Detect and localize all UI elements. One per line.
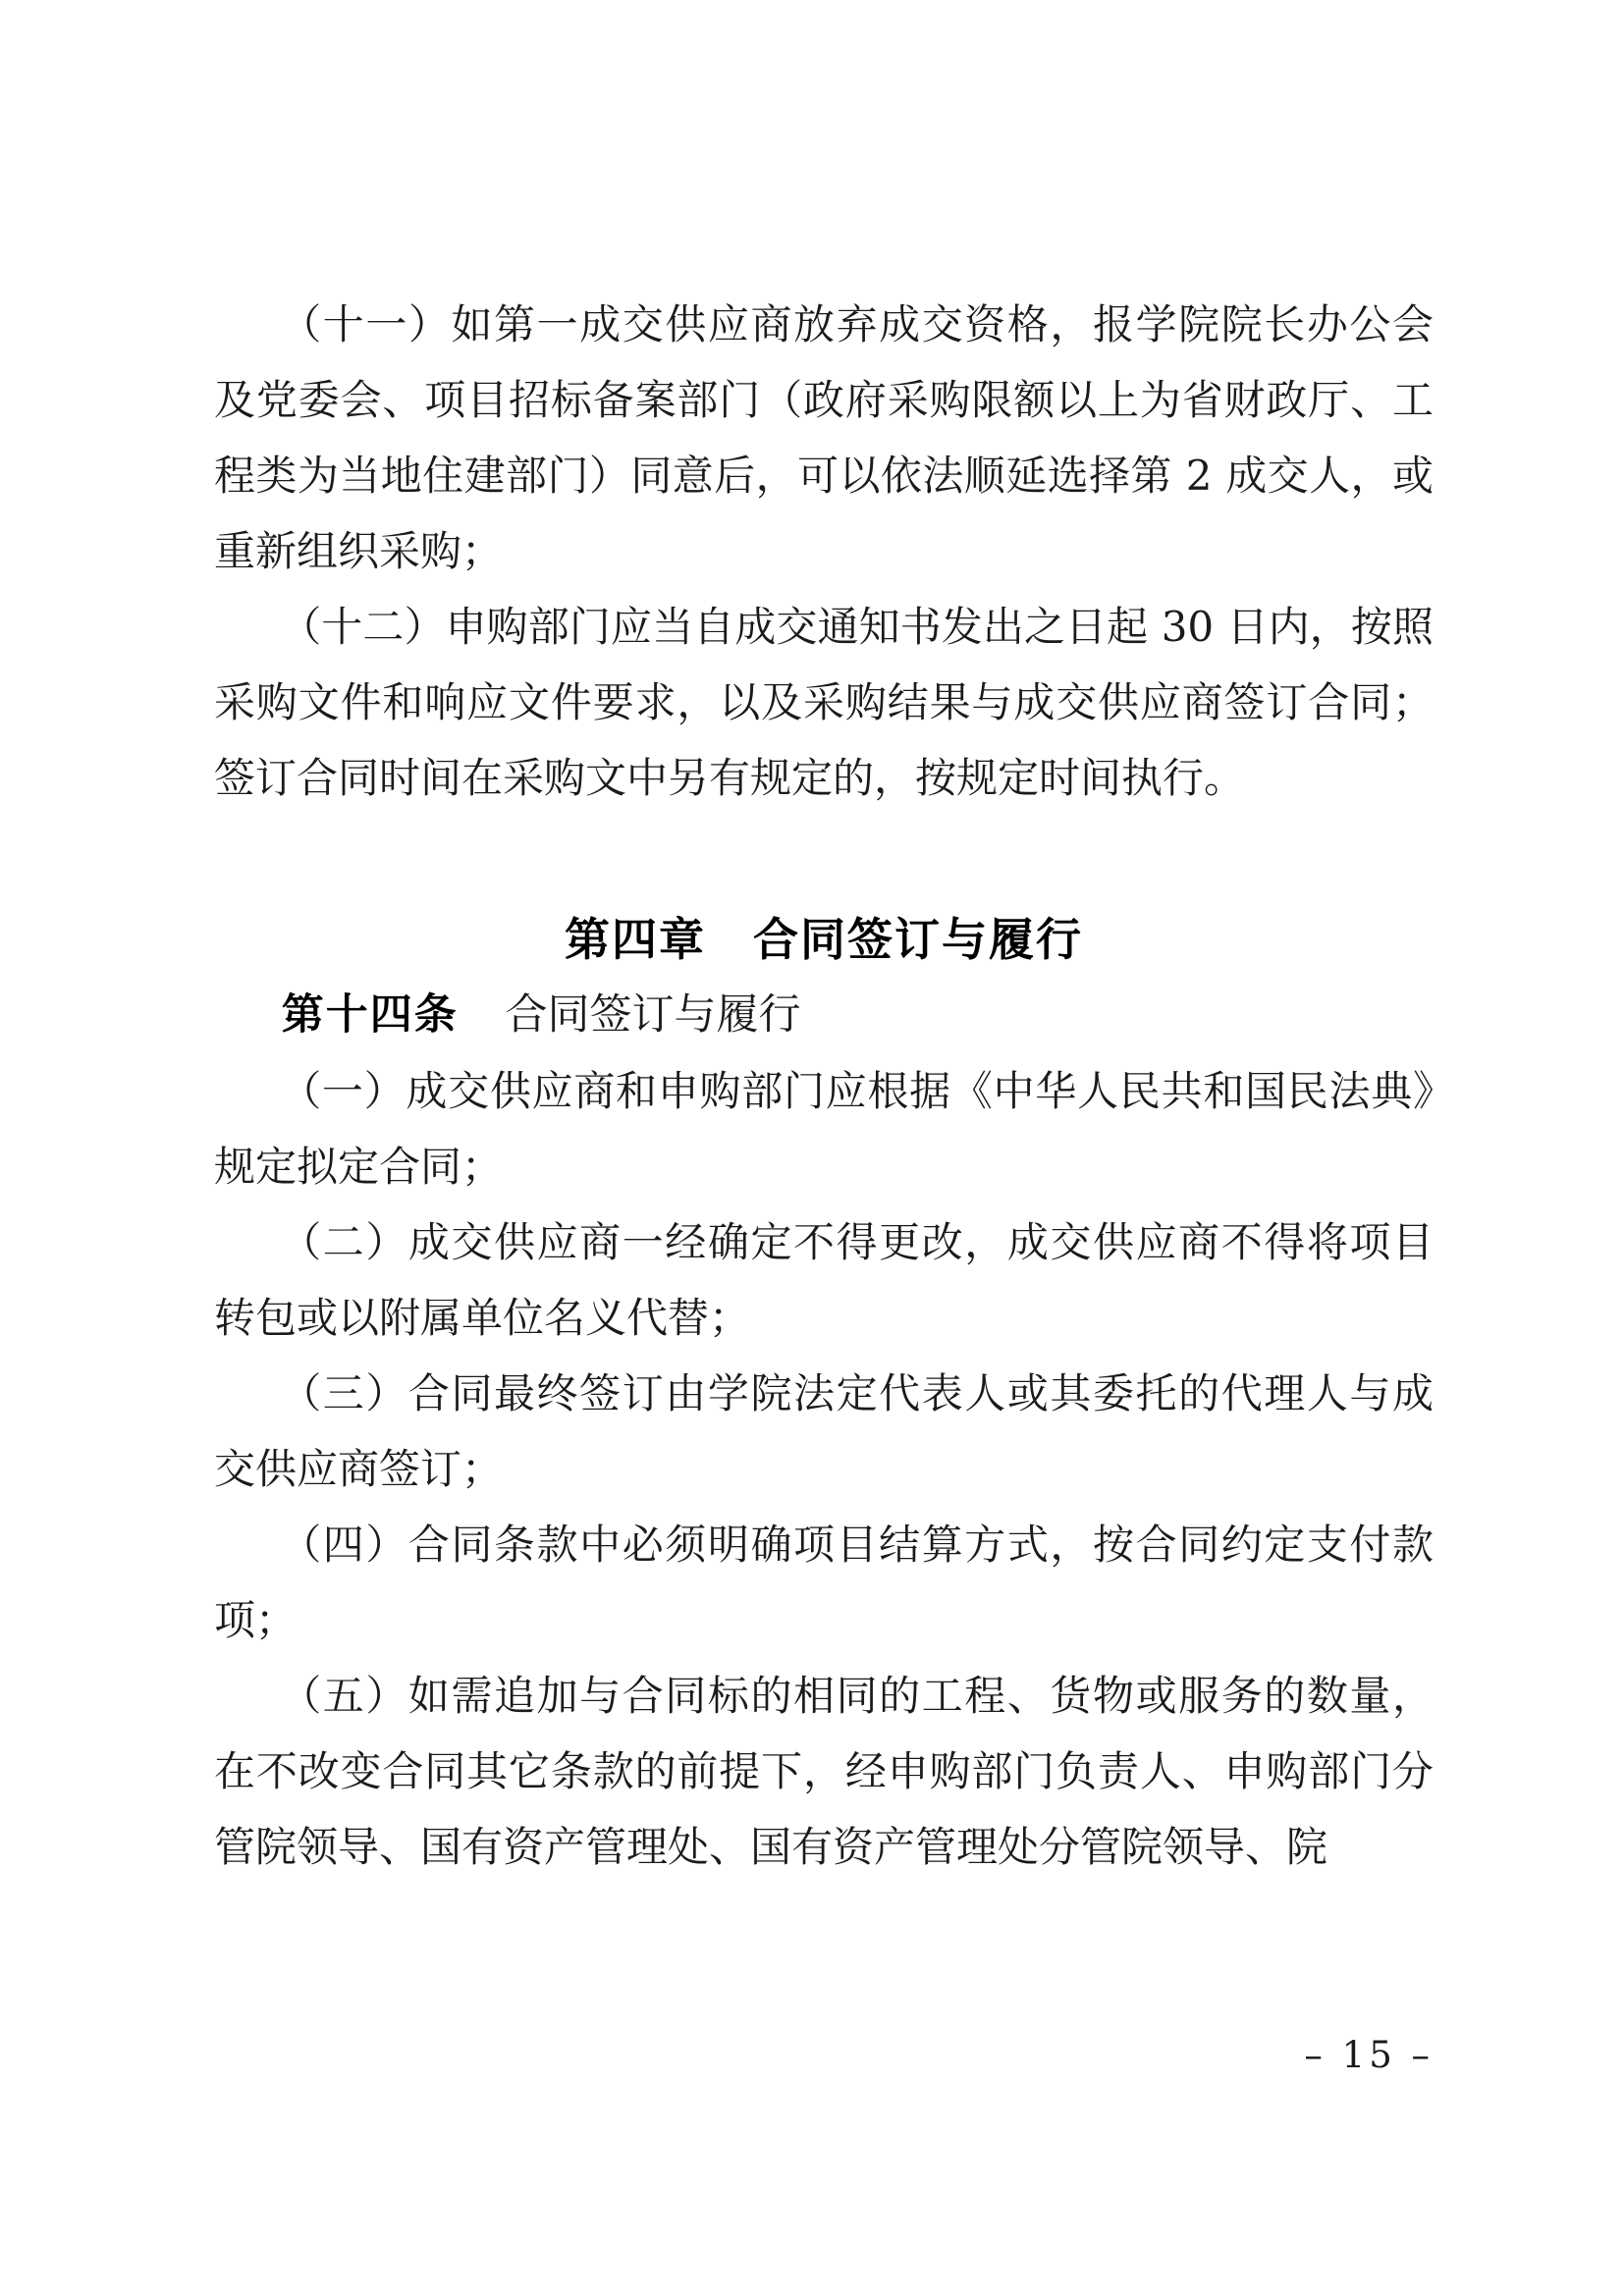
article-item-4: （四）合同条款中必须明确项目结算方式，按合同约定支付款项； bbox=[214, 1521, 1434, 1644]
paragraph-item-12: （十二）申购部门应当自成交通知书发出之日起 30 日内，按照采购文件和响应文件要求，以及采购结果与成交供应商签订合同；签订合同时间在采购文中另有规定的，按规定时间执行。 bbox=[214, 603, 1434, 802]
article-heading bbox=[214, 978, 1434, 1053]
article-item-1: （一）成交供应商和申购部门应根据《中华人民共和国民法典》规定拟定合同； bbox=[214, 1067, 1434, 1191]
article-title: 合同签订与履行 bbox=[505, 990, 801, 1040]
chapter-heading: 第四章 合同签订与履行 bbox=[565, 914, 1083, 965]
article-item-3: （三）合同最终签订由学院法定代表人或其委托的代理人与成交供应商签订； bbox=[214, 1369, 1434, 1493]
paragraph-item-11: （十一）如第一成交供应商放弃成交资格，报学院院长办公会及党委会、项目招标备案部门（政府采购限额以上为省财政厅、工程类为当地住建部门）同意后，可以依法顺延选择第 2 成交人，或重新组织采购； bbox=[214, 300, 1434, 575]
document-body bbox=[214, 287, 1434, 1885]
article-item-2: （二）成交供应商一经确定不得更改，成交供应商不得将项目转包或以附属单位名义代替； bbox=[214, 1218, 1434, 1342]
article-number: 第十四条 bbox=[281, 991, 459, 1039]
article-item-5: （五）如需追加与合同标的相同的工程、货物或服务的数量，在不改变合同其它条款的前提下，经申购部门负责人、申购部门分管院领导、国有资产管理处、国有资产管理处分管院领导、院 bbox=[214, 1672, 1434, 1871]
page-number: – 15 – bbox=[1304, 2034, 1434, 2076]
